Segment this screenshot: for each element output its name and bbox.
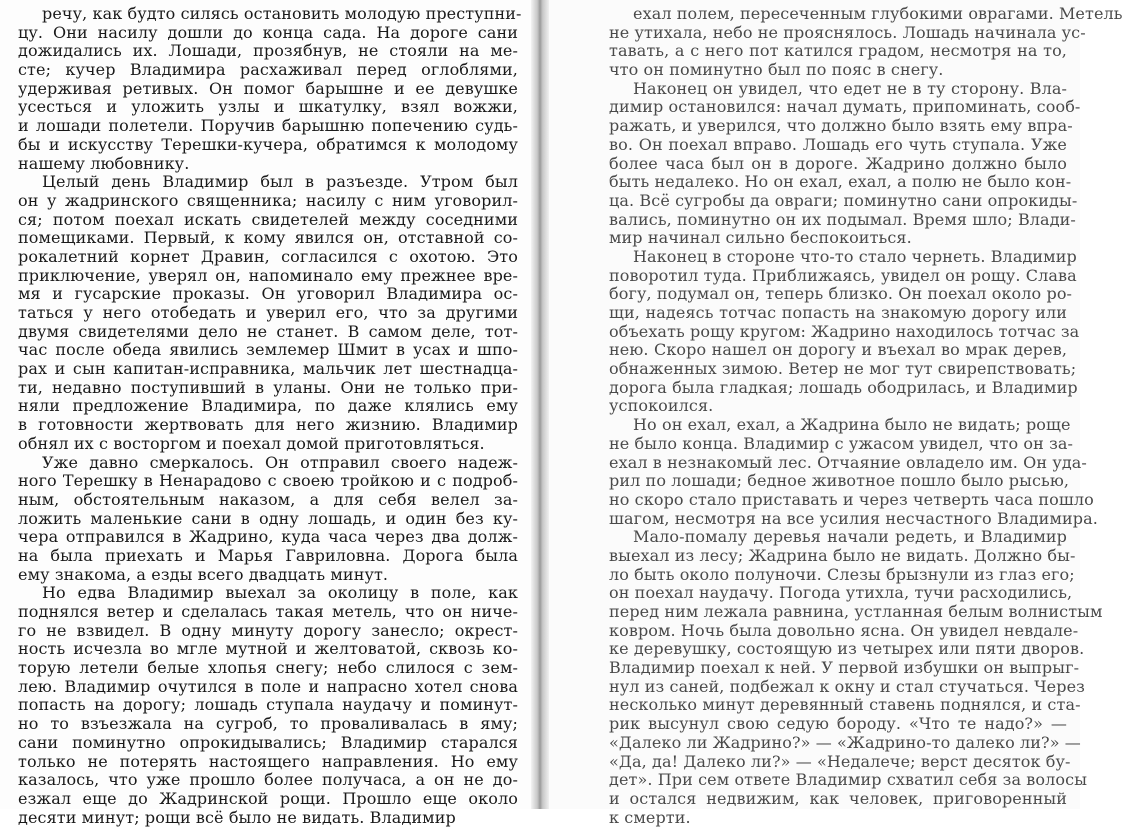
text-line: сте; кучер Владимира расхаживал перед оглоблями, (18, 60, 518, 80)
text-line: обнаженных зимою. Ветер не мог тут свирепствовать; (609, 359, 1077, 379)
text-line: лею. Владимир очутился в поле и напрасно хотел снова (18, 676, 518, 696)
text-line: ность исчезла во мгле мутной и желтоватой, сквозь ко- (18, 639, 518, 659)
text-line: ехал в незнакомый лес. Отчаяние овладело им. Он уда- (609, 452, 1087, 472)
text-line: тавать, а с него пот катился градом, несмотря на то, (609, 41, 1067, 61)
text-line: езжал еще до Жадринской рощи. Прошло еще около (18, 788, 518, 808)
text-line: перед ним лежала равнина, устланная белым волнистым (609, 602, 1103, 621)
paragraph (18, 4, 522, 173)
text-line: приключение, уверял он, напоминало ему прежнее вре- (18, 265, 518, 285)
text-line: Уже давно смеркалось. Он отправил своего надеж- (42, 452, 518, 472)
text-line: Владимир поехал к ней. У первой избушки он выпрыг- (609, 658, 1080, 678)
text-line: десяти минут; рощи всё было не видать. Владимир (18, 807, 456, 827)
text-line: Но едва Владимир выехал за околицу в поле, как (42, 583, 518, 603)
text-line: чера отправился в Жадрино, куда часа через два долж- (18, 527, 518, 547)
text-line: ным, обстоятельным наказом, а для себя велел за- (18, 489, 518, 509)
text-line: ему знакома, а езды всего двадцать минут. (18, 564, 389, 584)
text-line: он поехал наудачу. Погода утихла, тучи расходились, (609, 583, 1073, 603)
text-line: богу, подумал он, теперь близко. Он поехал около ро- (609, 284, 1073, 304)
text-line: рик высунул свою седую бороду. «Что те надо?» — (609, 714, 1067, 734)
text-line: бы и искусству Терешки-кучера, обратимся к молодому (18, 134, 518, 154)
text-line: ке деревушку, состоящую из четырех или пяти дворов. (609, 639, 1085, 659)
text-line: торую летели белые хлопья снегу; небо слилося с зем- (18, 658, 518, 678)
text-line: мя и гусарские проказы. Он уговорил Владимира ос- (18, 284, 518, 304)
text-line: успокоился. (609, 396, 714, 416)
text-line: Но он ехал, ехал, а Жадрина было не видать; роще (633, 415, 1071, 435)
text-line: но скоро стало приставать и через четверть часа пошло (609, 489, 1094, 509)
text-line: рах и сын капитан-исправника, мальчик лет шестнадца- (18, 359, 518, 379)
text-line: Мало-помалу деревья начали редеть, и Владимир (633, 527, 1067, 547)
text-line: вались, поминутно он их подымал. Время шло; Влади- (609, 209, 1076, 229)
text-line: нул из саней, подбежал к окну и стал стучаться. Через (609, 676, 1085, 696)
paragraph (18, 584, 519, 827)
text-line: таться у него отобедать и уверил его, что за другими (18, 303, 518, 322)
text-line: объехать рощу кругом: Жадрино находилось тотчас за (609, 321, 1080, 341)
text-line: час после обеда явились землемер Шмит в усах и шпо- (18, 340, 518, 360)
text-line: ца. Всё сугробы да овраги; поминутно сани опрокиды- (609, 190, 1078, 210)
text-line: го не взвидел. В одну минуту дорогу занесло; окрест- (18, 620, 518, 640)
text-line: обнял их с восторгом и поехал домой приготовляться. (18, 433, 485, 453)
text-line: «Далеко ли Жадрино?» — «Жадрино-то далеко ли?» — (609, 732, 1081, 752)
text-line: цу. Они насилу дошли до конца сада. На дороге сани (18, 22, 518, 42)
text-line: усесться и уложить узлы и шкатулку, взял вожжи, (18, 97, 518, 117)
text-line: во. Он поехал вправо. Лошадь его чуть ступала. Уже (609, 134, 1067, 154)
text-line: речу, как будто силясь остановить молодую преступни- (42, 4, 522, 23)
text-line: Наконец в стороне что-то стало чернеть. Владимир (633, 246, 1077, 266)
text-line: двумя свидетелями дело не станет. В самом деле, тот- (18, 321, 518, 341)
text-line: выехал из лесу; Жадрина было не видать. Должно бы- (609, 545, 1076, 565)
text-line: щи, надеясь тотчас попасть на знакомую дорогу или (609, 303, 1067, 322)
text-line: ковром. Ночь была довольно ясна. Он увидел невдале- (609, 620, 1079, 640)
paragraph (609, 415, 1098, 528)
text-line: поднялся ветер и сделалась такая метель, что он ниче- (18, 602, 518, 621)
text-line: он у жадринского священника; насилу с ним уговорил- (18, 190, 518, 210)
text-line: шагом, несмотря на все усилия несчастного Владимира. (609, 508, 1098, 528)
text-line: «Да, да! Далеко ли?» — «Недалече; верст десяток бу- (609, 751, 1071, 771)
paragraph (18, 173, 519, 453)
text-line: несколько минут деревянный ставень поднялся, и ста- (609, 695, 1081, 715)
text-line: ражать, и уверился, что должно было взять ему впра- (609, 116, 1073, 136)
text-line: на была приехать и Марья Гавриловна. Дорога была (18, 545, 518, 565)
text-line: более часа был он в дороге. Жадрино должно было (609, 153, 1067, 173)
text-line: но то взъезжала на сугроб, то проваливалась в яму; (18, 714, 518, 734)
text-line: попасть на дорогу; лошадь ступала наудачу и поминут- (18, 695, 518, 715)
paragraph (609, 527, 1103, 827)
text-line: няли предложение Владимира, по даже клялись ему (18, 396, 518, 416)
text-line: ного Терешку в Ненарадово с своею тройкою и с подроб- (18, 471, 518, 491)
paragraph (609, 4, 1123, 80)
text-line: и лошади полетели. Поручив барышню попечению судь- (18, 116, 518, 136)
paragraph (18, 454, 519, 585)
right-page (549, 0, 1123, 827)
text-line: ся; потом поехал искать свидетелей между соседними (18, 209, 518, 229)
text-line: нею. Скоро нашел он дорогу и въехал во мрак дерев, (609, 340, 1067, 360)
text-line: в готовности жертвовать для него жизнию. Владимир (18, 415, 518, 435)
text-line: ехал полем, пересеченным глубокими оврагами. Метель (633, 4, 1123, 23)
text-line: сани поминутно опрокидывались; Владимир старался (18, 732, 518, 752)
paragraph (609, 246, 1080, 416)
text-line: не утихала, небо не прояснялось. Лошадь начинала ус- (609, 22, 1086, 42)
book-gutter (531, 0, 549, 809)
left-page (0, 0, 531, 827)
text-line: рокалетний корнет Дравин, согласился с охотою. Это (18, 246, 518, 266)
text-line: быть недалеко. Но он ехал, ехал, а полю не было кон- (609, 172, 1072, 192)
text-line: удерживая ретивых. Он помог барышне и ее девушке (18, 78, 518, 98)
text-line: Наконец он увидел, что едет не в ту сторону. Вла- (633, 78, 1067, 98)
text-line: рил по лошади; бедное животное пошло было рысью, (609, 471, 1070, 491)
text-line: ло быть около полуночи. Слезы брызнули из глаз его; (609, 564, 1075, 584)
text-line: не было конца. Владимир с ужасом увидел, что он за- (609, 433, 1074, 453)
text-line: и остался недвижим, как человек, приговоренный (609, 788, 1067, 808)
text-line: дожидались их. Лошади, прозябнув, не стояли на ме- (18, 41, 518, 61)
text-line: что он поминутно был по пояс в снегу. (609, 60, 944, 80)
text-line: ложить маленькие сани в одну лошадь, и один без ку- (18, 508, 518, 528)
text-line: нашему любовнику. (18, 153, 190, 173)
text-line: к смерти. (609, 807, 691, 827)
text-line: дорога была гладкая; лошадь ободрилась, и Владимир (609, 377, 1078, 397)
text-line: поворотил туда. Приближаясь, увидел он рощу. Слава (609, 265, 1077, 285)
text-line: ти, недавно поступивший в уланы. Они не только при- (18, 377, 518, 397)
text-line: димир остановился: начал думать, припоминать, сооб- (609, 97, 1081, 117)
paragraph (609, 78, 1081, 248)
text-line: только не потерять настоящего направления. Но ему (18, 751, 518, 771)
text-line: Целый день Владимир был в разъезде. Утром был (42, 172, 518, 192)
text-line: помещиками. Первый, к кому явился он, отставной со- (18, 228, 518, 248)
text-line: казалось, что уже прошло более получаса, а он не до- (18, 770, 518, 790)
text-line: дет». При сем ответе Владимир схватил себя за волосы (609, 770, 1088, 790)
text-line: мир начинал сильно беспокоиться. (609, 228, 912, 248)
